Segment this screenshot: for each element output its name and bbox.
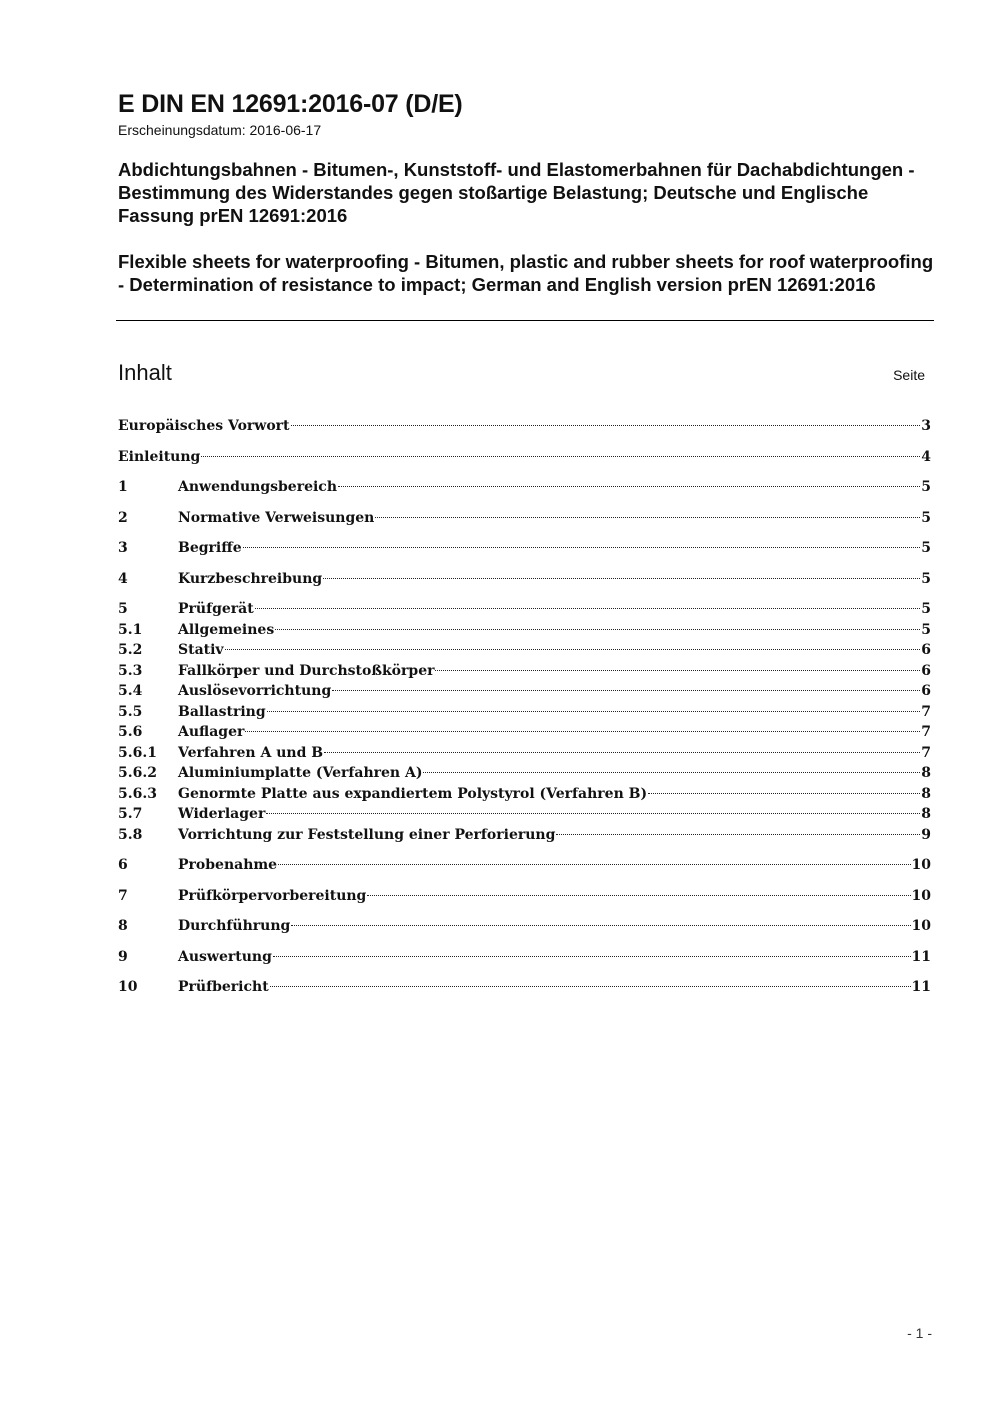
toc-entry-number: 5.6.3	[118, 785, 157, 802]
toc-entry-number: 9	[118, 948, 128, 965]
toc-entry[interactable]	[118, 681, 931, 702]
toc-leader	[273, 956, 911, 957]
toc-entry-page: 6	[921, 662, 931, 679]
toc-entry[interactable]	[118, 804, 931, 825]
toc-leader	[332, 690, 920, 691]
toc-entry-title: Verfahren A und B	[178, 744, 324, 761]
toc-entry-page: 5	[921, 570, 931, 587]
toc-entry[interactable]	[118, 477, 931, 498]
toc-entry-number: 5	[118, 601, 128, 617]
toc-entry-title: Genormte Platte aus expandiertem Polystyrol (Verfahren B)	[178, 785, 648, 802]
toc-leader	[201, 456, 920, 457]
toc-entry-title: Durchführung	[178, 918, 291, 934]
toc-entry[interactable]	[118, 916, 931, 937]
toc-leader	[423, 772, 920, 773]
toc-entry[interactable]	[118, 722, 931, 743]
toc-entry[interactable]	[118, 886, 931, 907]
title-german: Abdichtungsbahnen - Bitumen-, Kunststoff- und Elastomerbahnen für Dachabdichtungen - Bestimmung des Widerstandes gegen stoßartige Belastung; Deutsche und Englische Fassung prEN 12691:2016	[118, 159, 915, 226]
toc-entry-number: 10	[118, 979, 138, 995]
toc-entry-title: Prüfkörpervorbereitung	[178, 887, 367, 904]
toc-entry-number: 7	[118, 887, 128, 904]
toc-entry-page: 8	[921, 785, 931, 802]
toc-entry-number: 5.8	[118, 826, 143, 843]
toc-leader	[556, 834, 920, 835]
toc-entry-page: 11	[911, 979, 931, 995]
toc-leader	[291, 925, 910, 926]
toc-page-label: Seite	[893, 367, 925, 383]
table-of-contents	[118, 416, 931, 998]
toc-entry-title: Auslösevorrichtung	[178, 683, 332, 699]
toc-entry-page: 10	[911, 918, 931, 934]
toc-entry[interactable]	[118, 784, 931, 805]
toc-entry-title: Europäisches Vorwort	[118, 418, 290, 434]
toc-leader	[243, 547, 921, 548]
toc-entry-page: 5	[921, 479, 931, 495]
toc-entry-number: 1	[118, 479, 128, 495]
toc-entry-number: 5.4	[118, 683, 143, 699]
toc-entry-title: Normative Verweisungen	[178, 509, 375, 526]
toc-entry[interactable]	[118, 855, 931, 876]
toc-leader	[435, 670, 920, 671]
toc-entry[interactable]	[118, 447, 931, 468]
toc-entry-page: 9	[921, 826, 931, 843]
toc-leader	[255, 608, 921, 609]
toc-entry-page: 4	[921, 448, 931, 465]
toc-entry-number: 5.6	[118, 724, 143, 740]
toc-leader	[648, 793, 920, 794]
toc-leader	[324, 752, 920, 753]
toc-leader	[338, 486, 920, 487]
toc-entry-page: 5	[921, 601, 931, 617]
toc-leader	[275, 629, 920, 630]
toc-entry[interactable]	[118, 825, 931, 846]
toc-entry-page: 5	[921, 621, 931, 638]
toc-entry[interactable]	[118, 599, 931, 620]
toc-entry-page: 8	[921, 765, 931, 781]
toc-entry-title: Einleitung	[118, 448, 201, 465]
toc-entry-page: 6	[921, 642, 931, 658]
toc-entry[interactable]	[118, 508, 931, 529]
toc-leader	[278, 864, 910, 865]
toc-entry-page: 10	[911, 887, 931, 904]
document-id: E DIN EN 12691:2016-07 (D/E)	[118, 90, 463, 118]
toc-entry-title: Fallkörper und Durchstoßkörper	[178, 662, 435, 679]
toc-entry-number: 5.5	[118, 703, 143, 720]
toc-entry-title: Prüfbericht	[178, 979, 269, 995]
toc-entry[interactable]	[118, 702, 931, 723]
toc-entry-title: Prüfgerät	[178, 601, 254, 617]
toc-entry-page: 11	[911, 948, 931, 965]
title-divider	[116, 320, 934, 321]
toc-entry-title: Begriffe	[178, 540, 242, 556]
toc-leader	[245, 731, 920, 732]
toc-leader	[291, 425, 921, 426]
toc-entry-title: Aluminiumplatte (Verfahren A)	[178, 765, 423, 781]
toc-entry-title: Probenahme	[178, 857, 278, 873]
toc-heading: Inhalt	[118, 360, 172, 385]
toc-leader	[225, 649, 921, 650]
toc-entry-page: 8	[921, 806, 931, 822]
toc-entry-page: 6	[921, 683, 931, 699]
toc-entry-title: Ballastring	[178, 703, 266, 720]
toc-entry-number: 4	[118, 570, 128, 587]
toc-entry-page: 3	[921, 418, 931, 434]
toc-leader	[266, 813, 920, 814]
toc-entry-page: 7	[921, 744, 931, 761]
toc-entry[interactable]	[118, 977, 931, 998]
toc-leader	[267, 711, 921, 712]
toc-entry[interactable]	[118, 743, 931, 764]
toc-entry-title: Allgemeines	[178, 621, 275, 638]
toc-entry[interactable]	[118, 569, 931, 590]
toc-entry-title: Stativ	[178, 642, 224, 658]
toc-leader	[375, 517, 920, 518]
toc-entry-page: 5	[921, 509, 931, 526]
toc-entry-title: Auflager	[178, 724, 245, 740]
toc-entry[interactable]	[118, 947, 931, 968]
toc-entry-number: 8	[118, 918, 128, 934]
publication-date: Erscheinungsdatum: 2016-06-17	[118, 122, 322, 138]
toc-entry-page: 7	[921, 703, 931, 720]
toc-entry[interactable]	[118, 620, 931, 641]
title-english: Flexible sheets for waterproofing - Bitumen, plastic and rubber sheets for roof waterproofing - Determination of resistance to impact; German and English version prEN 12691:2016	[118, 251, 934, 295]
toc-entry-number: 3	[118, 540, 128, 556]
toc-entry-number: 6	[118, 857, 128, 873]
toc-entry[interactable]	[118, 640, 931, 661]
toc-entry[interactable]	[118, 416, 931, 437]
toc-entry-page: 10	[911, 857, 931, 873]
toc-entry-title: Widerlager	[178, 806, 266, 822]
toc-entry-title: Auswertung	[178, 948, 272, 965]
toc-leader	[367, 895, 910, 896]
toc-leader	[323, 578, 920, 579]
toc-entry-number: 5.6.2	[118, 765, 157, 781]
toc-entry-number: 5.2	[118, 642, 143, 658]
toc-leader	[270, 986, 911, 987]
toc-entry-number: 5.7	[118, 806, 143, 822]
toc-entry-number: 5.6.1	[118, 744, 157, 761]
toc-entry-title: Vorrichtung zur Feststellung einer Perforierung	[178, 826, 556, 843]
toc-entry-title: Kurzbeschreibung	[178, 570, 323, 587]
toc-entry-page: 5	[921, 540, 931, 556]
toc-entry-title: Anwendungsbereich	[178, 479, 337, 495]
toc-entry[interactable]	[118, 661, 931, 682]
toc-entry-page: 7	[921, 724, 931, 740]
toc-entry[interactable]	[118, 538, 931, 559]
toc-entry[interactable]	[118, 763, 931, 784]
toc-entry-number: 5.1	[118, 621, 143, 638]
toc-entry-number: 5.3	[118, 662, 143, 679]
page-number: - 1 -	[907, 1325, 932, 1341]
toc-entry-number: 2	[118, 509, 128, 526]
